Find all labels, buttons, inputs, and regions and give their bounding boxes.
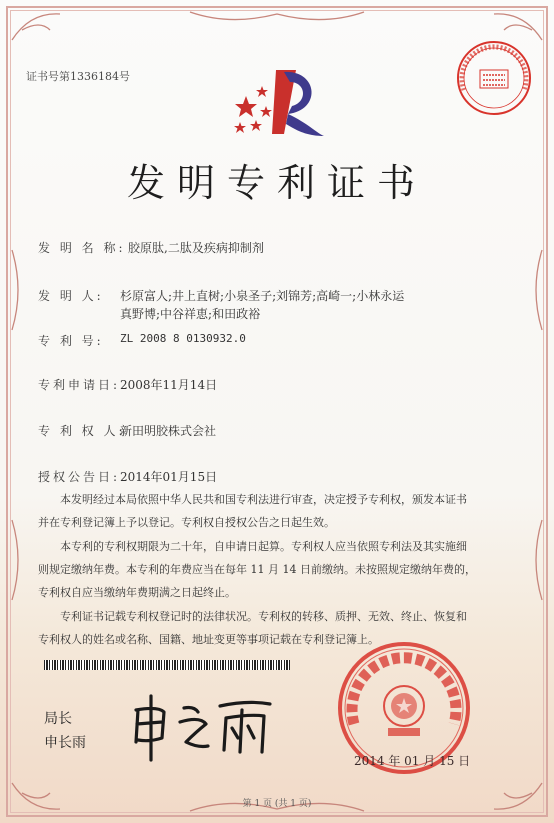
handwritten-signature (120, 686, 290, 766)
patentee-label: 专 利 权 人: (38, 424, 126, 438)
certificate-number: 证书号第1336184号 (26, 70, 130, 83)
certificate-title: 发明专利证书 (126, 161, 427, 205)
patent-number: ZL 2008 8 0130932.0 (120, 332, 246, 345)
director-title: 局长 (44, 711, 72, 727)
inventors-line-1: 杉原富人;井上直树;小泉圣子;刘锦芳;高崎一;小林永运 (120, 289, 405, 303)
inventors-line-2: 真野博;中谷祥恵;和田政裕 (120, 307, 261, 321)
grant-date: 2014年01月15日 (120, 470, 218, 484)
patentee: 新田明胶株式会社 (120, 424, 217, 438)
invention-name-label: 发 明 名 称: (38, 241, 126, 255)
director-name: 申长雨 (44, 735, 86, 751)
agency-stamp (454, 38, 534, 118)
patent-number-label: 专 利 号: (38, 334, 104, 348)
inventor-label: 发 明 人: (38, 289, 104, 303)
paragraph-2-line-2: 则规定缴纳年费。本专利的年费应当在每年 11 月 14 日前缴纳。未按照规定缴纳年费的， (38, 563, 476, 576)
grant-date-label: 授权公告日: (38, 470, 121, 484)
patent-office-logo-icon (226, 62, 326, 142)
filing-date: 2008年11月14日 (120, 378, 218, 392)
page-footer: 第 1 页 (共 1 页) (242, 799, 312, 809)
paragraph-2-line-3: 专利权自应当缴纳年费期满之日起终止。 (38, 586, 236, 599)
paragraph-3-line-2: 专利权人的姓名或名称、国籍、地址变更等事项记载在专利登记簿上。 (38, 633, 379, 646)
paragraph-3-line-1: 专利证书记载专利权登记时的法律状况。专利权的转移、质押、无效、终止、恢复和 (60, 610, 467, 623)
invention-name: 胶原肽,二肽及疾病抑制剂 (128, 241, 264, 255)
paragraph-1-line-2: 并在专利登记簿上予以登记。专利权自授权公告之日起生效。 (38, 516, 335, 529)
paragraph-2-line-1: 本专利的专利权期限为二十年，自申请日起算。专利权人应当依照专利法及其实施细 (60, 540, 467, 553)
barcode (44, 660, 290, 670)
filing-date-label: 专利申请日: (38, 378, 121, 392)
paragraph-1-line-1: 本发明经过本局依照中华人民共和国专利法进行审查，决定授予专利权，颁发本证书 (60, 493, 467, 506)
seal-date: 2014 年 01 月 15 日 (354, 754, 471, 768)
